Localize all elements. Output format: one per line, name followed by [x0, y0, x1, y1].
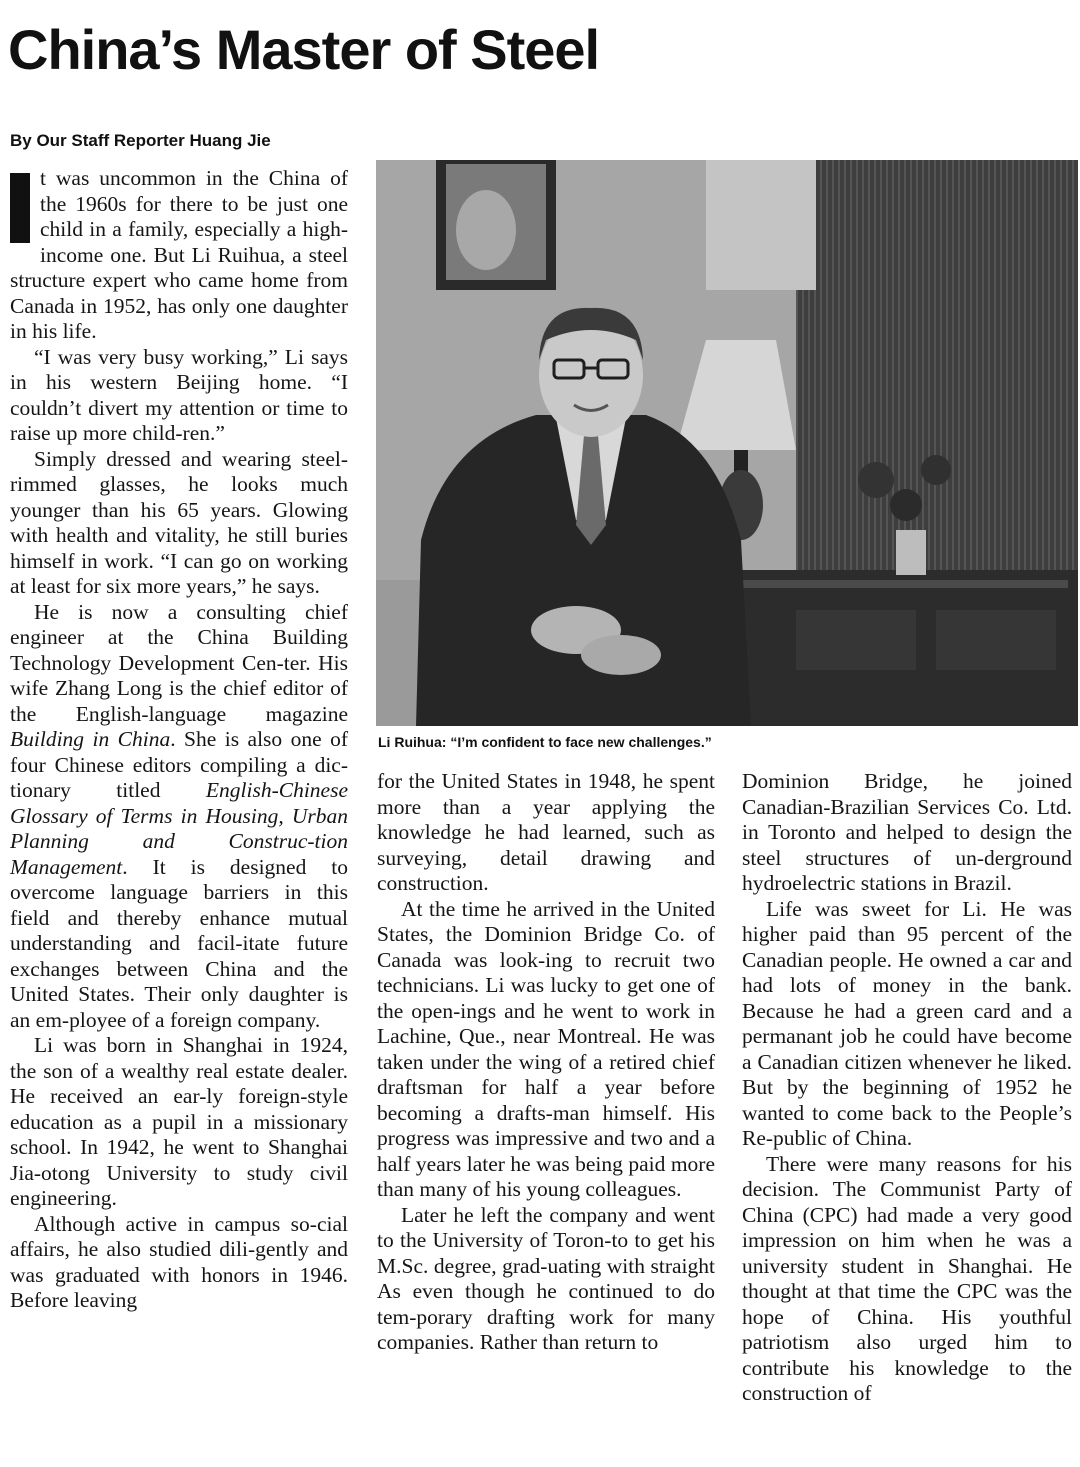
dictionary-title: English-Chinese Glossary of Terms in Housing, Urban Planning and Construc-tion Management	[10, 778, 348, 879]
paragraph: for the United States in 1948, he spent more than a year applying the knowledge he had learned, such as surveying, detail drawing and construction.	[377, 769, 715, 895]
drop-cap	[10, 173, 30, 243]
text-run: . She is also one of four Chinese editors compiling a dic-tionary titled	[10, 727, 348, 802]
paragraph: Life was sweet for Li. He was higher paid than 95 percent of the Canadian people. He owned a car and had lots of money in the bank. Because he had a green card and a permanant job he could have become a Canadian citizen whenever he liked. But by the beginning of 1952 he wanted to come back to the People’s Re-public of China.	[742, 896, 1072, 1150]
magazine-title: Building in China	[10, 727, 171, 751]
paragraph: Later he left the company and went to the University of Toron-to to get his M.Sc. degree, grad-uating with straight As even though he continued to do tem-porary drafting work for many companies. Rather than return to	[377, 1202, 715, 1354]
article-column-1	[10, 166, 348, 1314]
portrait-photo-drawing	[376, 160, 1078, 726]
article-column-3	[742, 769, 1072, 1407]
article-title: China’s Master of Steel	[8, 18, 600, 81]
paragraph: There were many reasons for his decision. The Communist Party of China (CPC) had made a very good impression on him when he was a university student in Shanghai. He thought at that time the CPC was the hope of China. His youthful patriotism also urged him to contribute his knowledge to the construction of	[742, 1151, 1072, 1405]
byline: By Our Staff Reporter Huang Jie	[10, 131, 271, 150]
paragraph: Although active in campus so-cial affairs, he also studied dili-gently and was graduated with honors in 1946. Before leaving	[10, 1211, 348, 1312]
paragraph: At the time he arrived in the United States, the Dominion Bridge Co. of Canada was look-ing to recruit two technicians. Li was lucky to get one of the open-ings and he went to work in Lachine, Que., near Montreal. He was taken under the wing of a retired chief draftsman for half a year before becoming a drafts-man himself. His progress was impressive and two and a half years later he was being paid more than many of his young colleagues.	[377, 896, 715, 1201]
paragraph: “I was very busy working,” Li says in his western Beijing home. “I couldn’t divert my attention or time to raise up more child-ren.”	[10, 344, 348, 445]
photo-caption: Li Ruihua: “I’m confident to face new challenges.”	[378, 734, 712, 750]
paragraph: Li was born in Shanghai in 1924, the son of a wealthy real estate dealer. He received an ear-ly foreign-style education as a pupil in a missionary school. In 1942, he went to Shanghai Jia-otong University to study civil engineering.	[10, 1033, 348, 1210]
paragraph: Simply dressed and wearing steel-rimmed glasses, he looks much younger than his 65 years. Glowing with health and vitality, he still buries himself in work. “I can go on working at least for six more years,” he says.	[10, 446, 348, 598]
text-run: . It is designed to overcome language barriers in this field and thereby enhance mutual understanding and facil-itate future exchanges between China and the United States. Their only daughter is an em-ployee of a foreign company.	[10, 854, 348, 1032]
text-run: He is now a consulting chief engineer at the China Building Technology Development Cen-ter. His wife Zhang Long is the chief editor of the English-language magazine	[10, 599, 348, 726]
portrait-photo	[376, 160, 1078, 726]
article-column-2	[377, 769, 715, 1356]
paragraph: t was uncommon in the China of the 1960s for there to be just one child in a family, especially a high-income one. But Li Ruihua, a steel structure expert who came home from Canada in 1952, has only one daughter in his life.	[10, 166, 348, 343]
paragraph	[10, 600, 348, 1034]
paragraph: Dominion Bridge, he joined Canadian-Brazilian Services Co. Ltd. in Toronto and helped to design the steel structures of un-derground hydroelectric stations in Brazil.	[742, 769, 1072, 895]
